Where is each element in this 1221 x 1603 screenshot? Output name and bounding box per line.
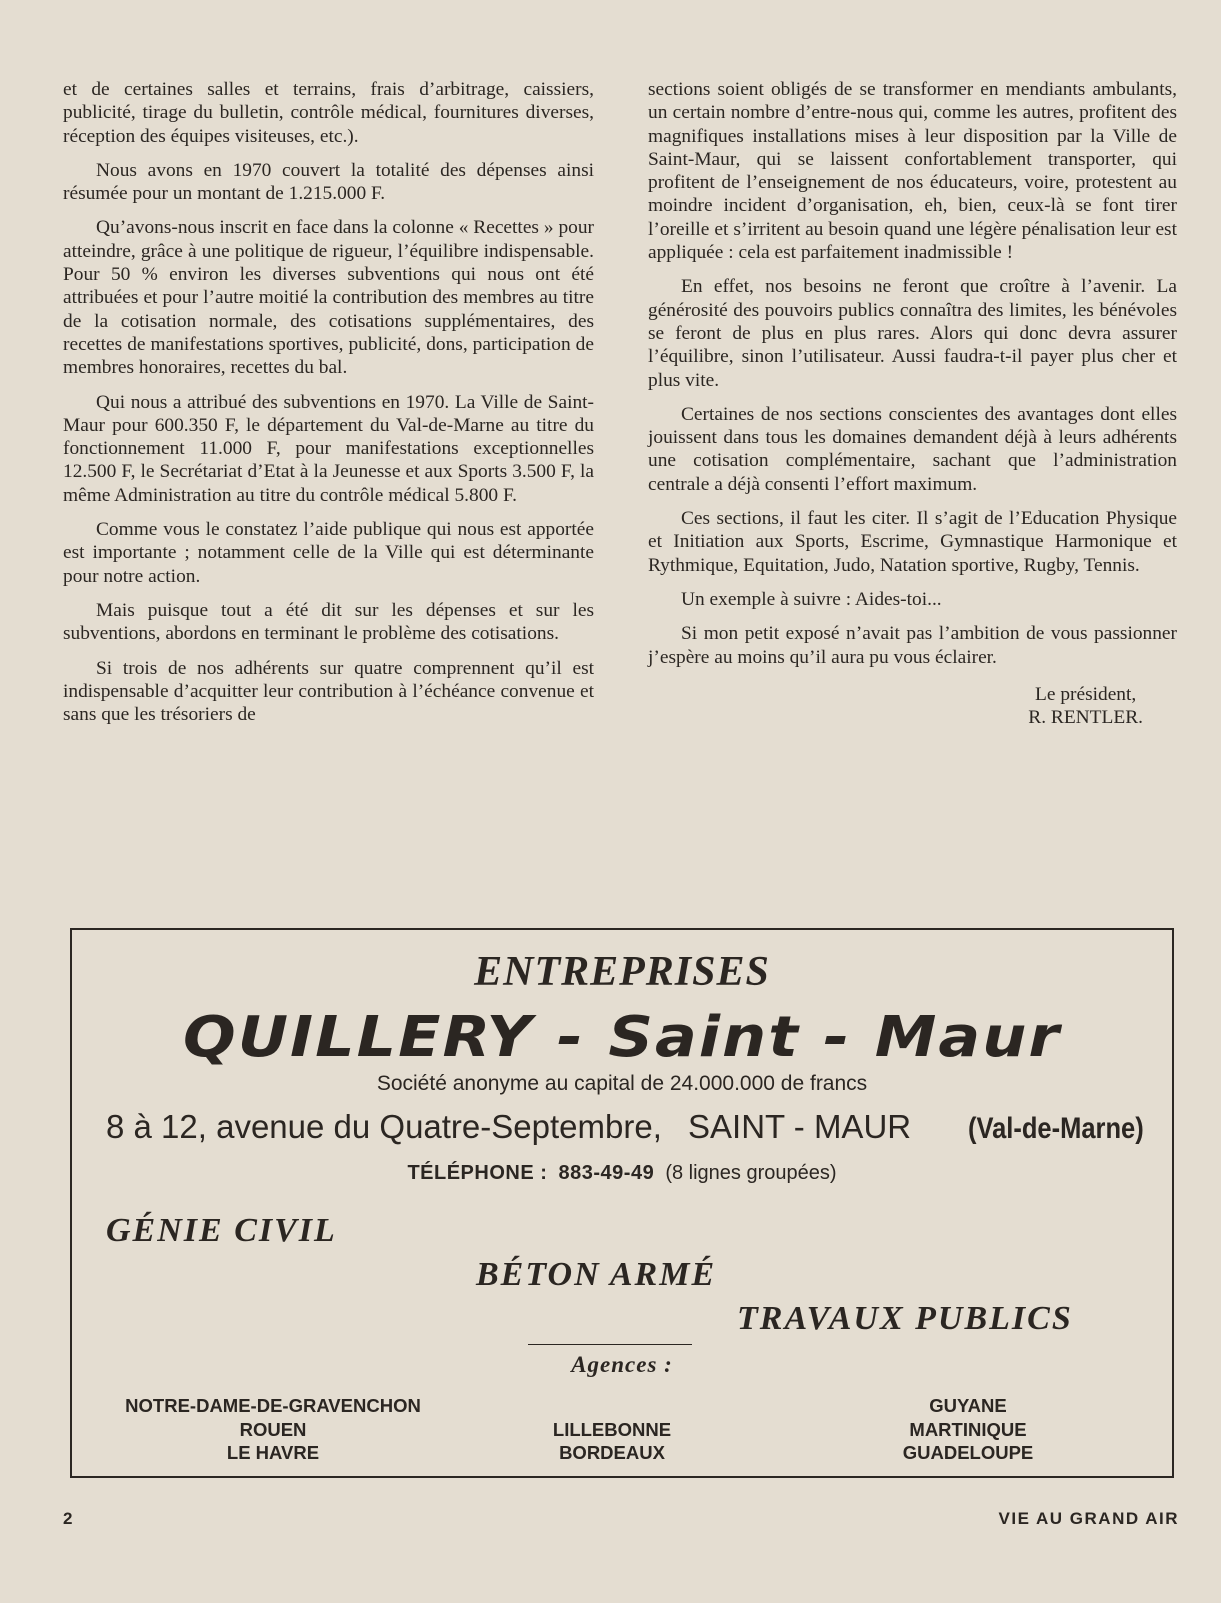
ad-phone-label: TÉLÉPHONE : (407, 1162, 548, 1184)
ad-brand-name: QUILLERY - Saint - Maur (182, 1003, 1061, 1070)
article-paragraph: En effet, nos besoins ne feront que croître à l’avenir. La générosité des pouvoirs publics connaîtra des limites, les bénévoles se feront de plus en plus rares. Alors qui donc devra assurer l’équilibre, sinon l’utilisateur. Aussi faudra-t-il payer plus cher et plus vite. (648, 276, 1177, 391)
article-right-column (648, 78, 1177, 729)
ad-line-beton-arme: BÉTON ARMÉ (476, 1256, 717, 1293)
agency-name: LILLEBONNE (552, 1418, 672, 1440)
article-paragraph: Qui nous a attribué des subventions en 1970. La Ville de Saint-Maur pour 600.350 F, le département du Val-de-Marne au titre du fonctionnement 11.000 F, pour manifestations exceptionnelles 12.500 F, le Secrétariat d’Etat à la Jeunesse et aux Sports 3.500 F, la même Administration au titre du contrôle médical 5.800 F. (63, 391, 594, 506)
agency-name: BORDEAUX (559, 1442, 665, 1463)
article-paragraph: Si trois de nos adhérents sur quatre comprennent qu’il est indispensable d’acquitter leur contribution à l’échéance convenue et sans que les trésoriers de (63, 657, 594, 726)
signature (648, 683, 1143, 729)
signature-role: Le président, (1035, 683, 1137, 705)
article-left-column (63, 78, 594, 737)
ad-city: SAINT - MAUR (688, 1108, 912, 1145)
ad-title: ENTREPRISES (474, 949, 770, 995)
article-paragraph: Qu’avons-nous inscrit en face dans la colonne « Recettes » pour atteindre, grâce à une politique de rigueur, l’équilibre indispensable. Pour 50 % environ les diverses subventions qui nous ont été attribuées et pour l’autre moitié la contribution des membres au titre de la cotisation normale, des cotisations supplémentaires, des recettes de manifestations sportives, publicité, dons, participation de membres honoraires, recettes du bal. (63, 217, 594, 379)
ad-address (106, 1108, 1144, 1146)
advertisement-box (70, 928, 1174, 1478)
ad-line-genie-civil: GÉNIE CIVIL (106, 1212, 337, 1249)
ad-capital: Société anonyme au capital de 24.000.000 de francs (376, 1072, 868, 1095)
signature-name: R. RENTLER. (1028, 706, 1143, 728)
ad-region: (Val-de-Marne) (968, 1112, 1144, 1145)
article-paragraph: Ces sections, il faut les citer. Il s’agit de l’Education Physique et Initiation aux Sports, Escrime, Gymnastique Harmonique et Rythmique, Equitation, Judo, Natation sportive, Rugby, Tennis. (648, 508, 1177, 576)
ad-agencies-column-3 (878, 1394, 1058, 1465)
article-paragraph: Certaines de nos sections conscientes des avantages dont elles jouissent dans tous les domaines demandent déjà à leurs adhérents une cotisation complémentaire, sachant que l’administration centrale a déjà consenti l’effort maximum. (648, 403, 1177, 495)
article-paragraph: Un exemple à suivre : Aides-toi... (681, 588, 942, 610)
article-paragraph: et de certaines salles et terrains, frais d’arbitrage, caissiers, publicité, tirage du bulletin, contrôle médical, fournitures diverses, réception des équipes visiteuses, etc.). (63, 79, 594, 147)
ad-agences-label: Agences : (571, 1352, 673, 1377)
agency-name: NOTRE-DAME-DE-GRAVENCHON (125, 1395, 421, 1416)
agency-name: ROUEN (239, 1418, 307, 1440)
ad-agencies-column-1 (108, 1394, 438, 1465)
agency-name: MARTINIQUE (909, 1418, 1027, 1440)
article-paragraph: Nous avons en 1970 couvert la totalité des dépenses ainsi résumée pour un montant de 1.215.000 F. (63, 159, 594, 205)
publication-name: VIE AU GRAND AIR (998, 1509, 1179, 1528)
ad-phone (72, 1162, 1172, 1185)
ad-line-travaux-publics: TRAVAUX PUBLICS (737, 1300, 1073, 1337)
ad-agencies-column-2 (522, 1394, 702, 1465)
agency-name: GUADELOUPE (902, 1442, 1034, 1463)
agency-name: GUYANE (929, 1395, 1007, 1416)
agency-name: LE HAVRE (226, 1442, 320, 1463)
article-paragraph: Comme vous le constatez l’aide publique qui nous est apportée est importante ; notamment celle de la Ville qui est déterminante pour notre action. (63, 519, 594, 587)
ad-street: 8 à 12, avenue du Quatre-Septembre, (106, 1108, 662, 1145)
ad-divider (528, 1344, 692, 1345)
ad-phone-note: (8 lignes groupées) (665, 1162, 837, 1184)
article-paragraph: sections soient obligés de se transformer en mendiants ambulants, un certain nombre d’entre-nous qui, comme les autres, profitent des magnifiques installations mises à leur disposition par la Ville de Saint-Maur, qui se laissent confortablement transporter, qui profitent de l’enseignement de nos éducateurs, voire, protestent au moindre incident d’organisation, eh, bien, ceux-là se font tirer l’oreille et s’irritent au besoin quand une légère pénalisation leur est appliquée : cela est parfaitement inadmissible ! (648, 79, 1177, 264)
article-paragraph: Si mon petit exposé n’avait pas l’ambition de vous passionner j’espère au moins qu’il aura pu vous éclairer. (648, 623, 1177, 668)
article-paragraph: Mais puisque tout a été dit sur les dépenses et sur les subventions, abordons en terminant le problème des cotisations. (63, 599, 594, 645)
page-number: 2 (63, 1509, 73, 1528)
ad-phone-number: 883-49-49 (558, 1162, 655, 1184)
